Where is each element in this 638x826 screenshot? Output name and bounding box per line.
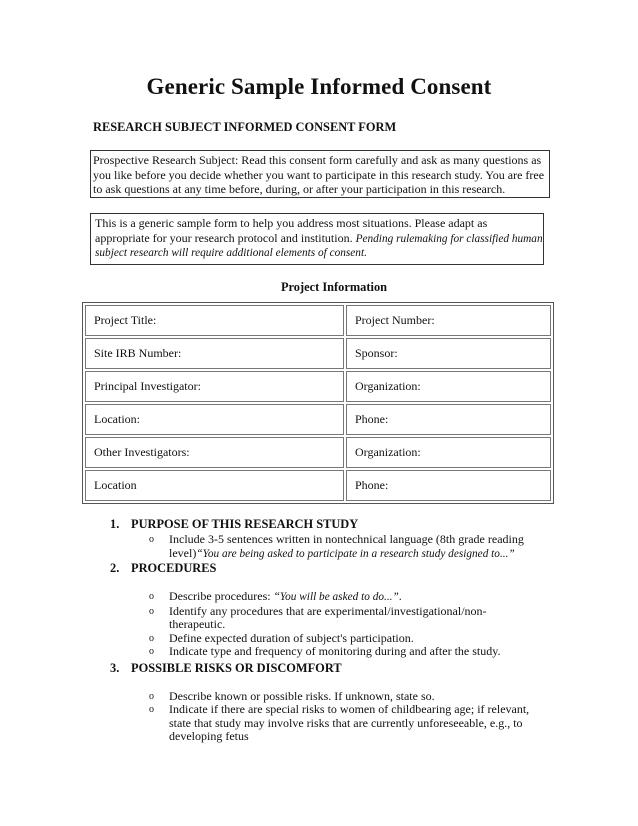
project-information-table bbox=[82, 302, 554, 504]
list-item bbox=[110, 645, 540, 659]
section-heading bbox=[110, 661, 540, 677]
bullet-text: Describe known or possible risks. If unknown, state so. bbox=[169, 688, 435, 703]
section-heading bbox=[110, 517, 540, 533]
note-text: appropriate for your research protocol and institution. bbox=[95, 230, 356, 245]
bullet-text: Identify any procedures that are experimental/investigational/non- bbox=[169, 603, 487, 618]
section-title: POSSIBLE RISKS OR DISCOMFORT bbox=[131, 660, 342, 675]
bullet-text: . bbox=[398, 589, 402, 603]
section-title: PURPOSE OF THIS RESEARCH STUDY bbox=[131, 517, 359, 531]
section-bullets bbox=[110, 590, 540, 659]
note-line bbox=[95, 230, 543, 247]
note-italic-line: subject research will require additional elements of consent. bbox=[95, 247, 367, 260]
table-row bbox=[85, 470, 551, 501]
bullet-italic-text: “You are being asked to participate in a research study designed to...” bbox=[196, 547, 515, 560]
table-cell: Phone: bbox=[346, 404, 551, 435]
section-bullets bbox=[110, 533, 540, 561]
bullet-marker: o bbox=[149, 632, 154, 644]
project-information-heading: Project Information bbox=[280, 280, 388, 294]
notice-line: you like before you decide whether you want to participate in this research study. You are free bbox=[93, 167, 545, 182]
bullet-text: state that study may involve risks that are currently unforeseeable, e.g., to bbox=[169, 715, 523, 730]
table-cell: Other Investigators: bbox=[85, 437, 344, 468]
list-item bbox=[110, 605, 540, 632]
section-title: PROCEDURES bbox=[131, 561, 217, 575]
bullet-marker: o bbox=[149, 591, 154, 602]
section-number: 1. bbox=[110, 517, 120, 531]
section-number: 3. bbox=[110, 660, 120, 675]
table-cell: Organization: bbox=[346, 437, 551, 468]
table-cell: Principal Investigator: bbox=[85, 371, 344, 402]
notice-line: to ask questions at any time before, during, or after your participation in this research. bbox=[93, 182, 506, 197]
table-row bbox=[85, 305, 551, 336]
bullet-text: Indicate if there are special risks to women of childbearing age; if relevant, bbox=[169, 702, 530, 716]
table-row bbox=[85, 404, 551, 435]
table-cell: Site IRB Number: bbox=[85, 338, 344, 369]
table-cell: Sponsor: bbox=[346, 338, 551, 369]
table-cell: Location bbox=[85, 470, 344, 501]
list-item bbox=[110, 533, 540, 561]
bullet-text: developing fetus bbox=[169, 729, 249, 743]
notice-line: Prospective Research Subject: Read this consent form carefully and ask as many questions as bbox=[93, 153, 542, 167]
prospective-subject-notice bbox=[90, 150, 550, 198]
list-item bbox=[110, 590, 540, 605]
bullet-text: therapeutic. bbox=[169, 617, 226, 631]
section-number: 2. bbox=[110, 561, 120, 575]
form-heading: RESEARCH SUBJECT INFORMED CONSENT FORM bbox=[93, 120, 397, 134]
table-row bbox=[85, 338, 551, 369]
table-cell: Project Title: bbox=[85, 305, 344, 336]
table-cell: Organization: bbox=[346, 371, 551, 402]
page-title: Generic Sample Informed Consent bbox=[146, 74, 492, 99]
bullet-marker: o bbox=[149, 534, 154, 545]
table-row bbox=[85, 371, 551, 402]
consent-sections bbox=[110, 517, 540, 744]
list-item bbox=[110, 632, 540, 646]
bullet-marker: o bbox=[149, 690, 154, 702]
list-item bbox=[110, 703, 540, 744]
bullet-marker: o bbox=[149, 605, 154, 617]
note-line: This is a generic sample form to help you address most situations. Please adapt as bbox=[95, 216, 488, 230]
table-cell: Location: bbox=[85, 404, 344, 435]
section-bullets bbox=[110, 690, 540, 744]
section-heading bbox=[110, 561, 540, 577]
bullet-marker: o bbox=[149, 646, 154, 657]
bullet-text: Indicate type and frequency of monitoring during and after the study. bbox=[169, 644, 501, 658]
bullet-marker: o bbox=[149, 704, 154, 715]
list-item bbox=[110, 690, 540, 704]
bullet-text: Include 3-5 sentences written in nontechnical language (8th grade reading bbox=[169, 532, 524, 546]
bullet-text: Describe procedures: bbox=[169, 589, 274, 603]
table-row bbox=[85, 437, 551, 468]
table-cell: Project Number: bbox=[346, 305, 551, 336]
note-italic-text: Pending rulemaking for classified human bbox=[355, 232, 543, 245]
bullet-italic-text: “You will be asked to do...” bbox=[273, 591, 399, 603]
generic-form-note bbox=[90, 213, 544, 265]
bullet-text: level) bbox=[169, 545, 197, 560]
bullet-text: Define expected duration of subject's participation. bbox=[169, 630, 414, 645]
table-cell: Phone: bbox=[346, 470, 551, 501]
